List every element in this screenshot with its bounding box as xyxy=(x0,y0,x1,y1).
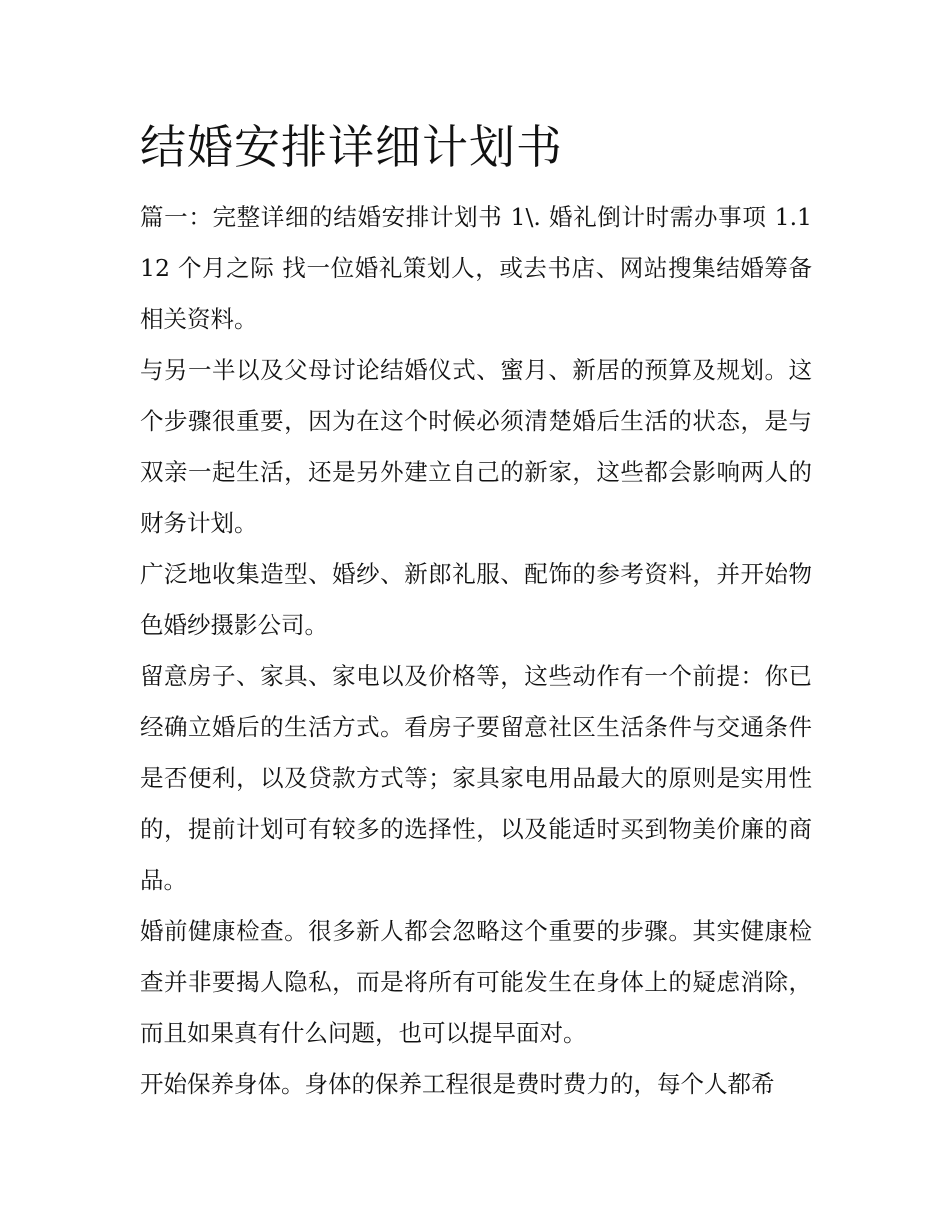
paragraph: 婚前健康检查。很多新人都会忽略这个重要的步骤。其实健康检查并非要揭人隐私，而是将所有可能发生在身体上的疑虑消除，而且如果真有什么问题，也可以提早面对。 xyxy=(140,917,812,1047)
document-title: 结婚安排详细计划书 xyxy=(140,120,563,174)
paragraph: 篇一：完整详细的结婚安排计划书 1\. 婚礼倒计时需办事项 1.1 12 个月之际 找一位婚礼策划人，或去书店、网站搜集结婚筹备相关资料。 xyxy=(140,203,812,333)
paragraph: 留意房子、家具、家电以及价格等，这些动作有一个前提：你已经确立婚后的生活方式。看房子要留意社区生活条件与交通条件是否便利，以及贷款方式等；家具家电用品最大的原则是实用性的，提前计划可有较多的选择性，以及能适时买到物美价廉的商品。 xyxy=(140,662,812,894)
paragraph: 与另一半以及父母讨论结婚仪式、蜜月、新居的预算及规划。这个步骤很重要，因为在这个时候必须清楚婚后生活的状态，是与双亲一起生活，还是另外建立自己的新家，这些都会影响两人的财务计划。 xyxy=(140,356,812,537)
paragraph: 广泛地收集造型、婚纱、新郎礼服、配饰的参考资料，并开始物色婚纱摄影公司。 xyxy=(140,560,812,639)
document-page xyxy=(140,108,812,1110)
paragraph: 开始保养身体。身体的保养工程很是费时费力的，每个人都希 xyxy=(140,1070,775,1098)
